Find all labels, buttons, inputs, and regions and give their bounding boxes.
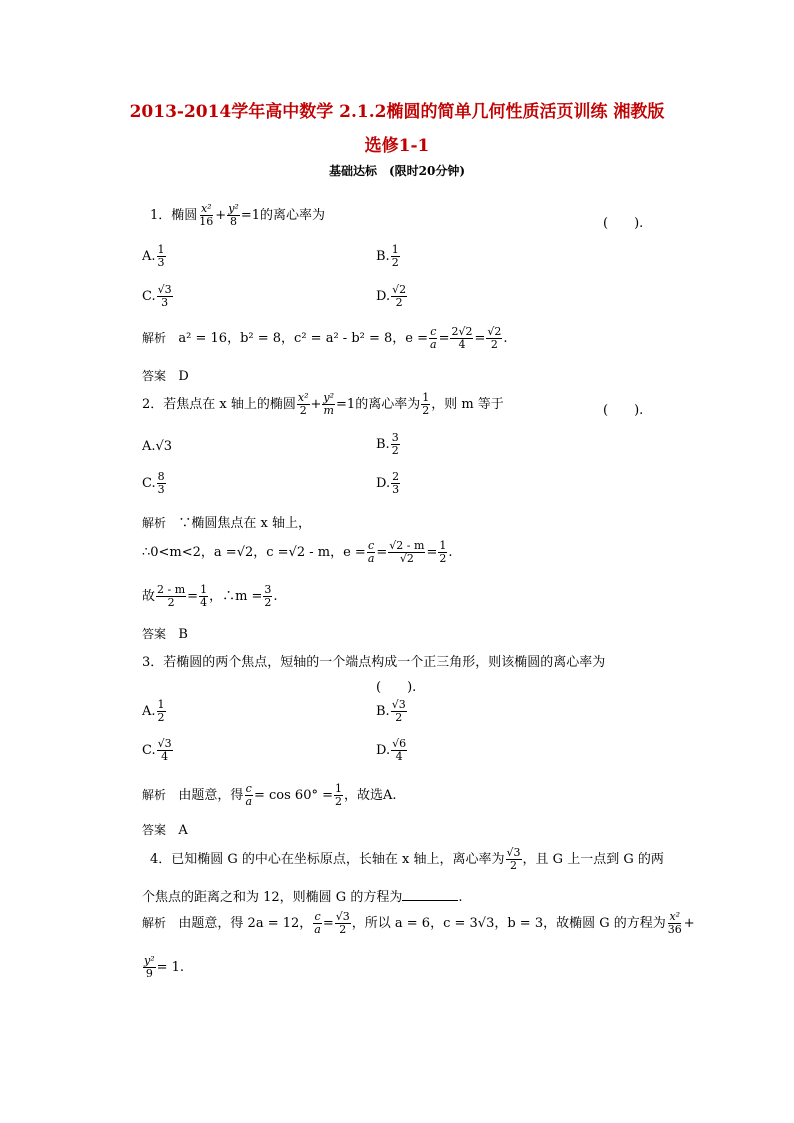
- q1-option-a: A. $\frac{1}{3}$: [142, 243, 165, 269]
- q2-analysis-2: ∴0<m<2，a =√2，c =√2 - m，e = $\frac{c}{a}$ = $\frac{√2 - m}{√2}$ = $\frac{1}{2}$ .: [142, 539, 453, 565]
- q2-analysis-3: 故 $\frac{2 - m}{2}$ = $\frac{1}{4}$ ，∴m = $\frac{3}{2}$ .: [142, 583, 278, 609]
- q4-stem-1: 4．已知椭圆 G 的中心在坐标原点，长轴在 x 轴上，离心率为 $\frac{√3}{2}$ ，且 G 上一点到 G 的两: [150, 846, 664, 872]
- answer-blank: [402, 888, 458, 901]
- q2-option-c: C. $\frac{8}{3}$: [142, 470, 165, 496]
- q1-analysis: 解析 a² = 16，b² = 8，c² = a² - b² = 8，e = $\frac{c}{a}$ = $\frac{2√2}{4}$ = $\frac{√2}{2}$ .: [142, 325, 508, 351]
- q3-option-a: A. $\frac{1}{2}$: [142, 698, 165, 724]
- q1-option-b: B. $\frac{1}{2}$: [376, 243, 399, 269]
- q1-stem: 1．椭圆 $\frac{\text{x²}}{16}$ + $\frac{\text{y²}}{8}$ =1的离心率为: [150, 202, 325, 228]
- q3-analysis: 解析 由题意，得 $\frac{c}{a}$ = cos 60° = $\frac{1}{2}$ ，故选A.: [142, 782, 397, 808]
- q3-paren: ( ).: [376, 680, 417, 695]
- doc-title-line1: 2013-2014学年高中数学 2.1.2椭圆的简单几何性质活页训练 湘教版: [129, 102, 665, 122]
- section-heading: 基础达标 (限时20分钟): [328, 164, 466, 178]
- q2-option-d: D. $\frac{2}{3}$: [376, 470, 400, 496]
- q2-paren: ( ).: [603, 403, 644, 418]
- doc-title-line2: 选修1-1: [364, 136, 430, 156]
- q2-option-a: A.√3: [142, 439, 173, 454]
- q3-stem: 3．若椭圆的两个焦点，短轴的一个端点构成一个正三角形，则该椭圆的离心率为: [142, 655, 606, 670]
- q1-paren: ( ).: [603, 216, 644, 231]
- q1-option-d: D. $\frac{√2}{2}$: [376, 283, 407, 309]
- q4-analysis: 解析 由题意，得 2a = 12， $\frac{c}{a}$ = $\frac{√3}{2}$ ，所以 a = 6，c = 3√3，b = 3，故椭圆 G 的方程为 $\frac{\text{x²}}{36}$ +: [142, 910, 695, 936]
- q3-answer: 答案 A: [142, 823, 188, 838]
- q3-option-c: C. $\frac{√3}{4}$: [142, 737, 172, 763]
- q2-analysis-1: 解析 ∵椭圆焦点在 x 轴上，: [142, 516, 312, 531]
- q2-answer: 答案 B: [142, 627, 188, 642]
- q4-analysis-end: $\frac{\text{y²}}{9}$ = 1.: [144, 954, 185, 980]
- q1-option-c: C. $\frac{√3}{3}$: [142, 283, 172, 309]
- q3-option-b: B. $\frac{√3}{2}$: [376, 698, 406, 724]
- q2-stem: 2．若焦点在 x 轴上的椭圆 $\frac{\text{x²}}{2}$ + $\frac{\text{y²}}{m}$ =1的离心率为 $\frac{1}{2}$ ，则 m 等于: [142, 391, 504, 417]
- q1-answer: 答案 D: [142, 369, 189, 384]
- q3-option-d: D. $\frac{√6}{4}$: [376, 737, 407, 763]
- q2-option-b: B. $\frac{3}{2}$: [376, 431, 399, 457]
- q4-stem-2: 个焦点的距离之和为 12，则椭圆 G 的方程为 .: [142, 890, 463, 905]
